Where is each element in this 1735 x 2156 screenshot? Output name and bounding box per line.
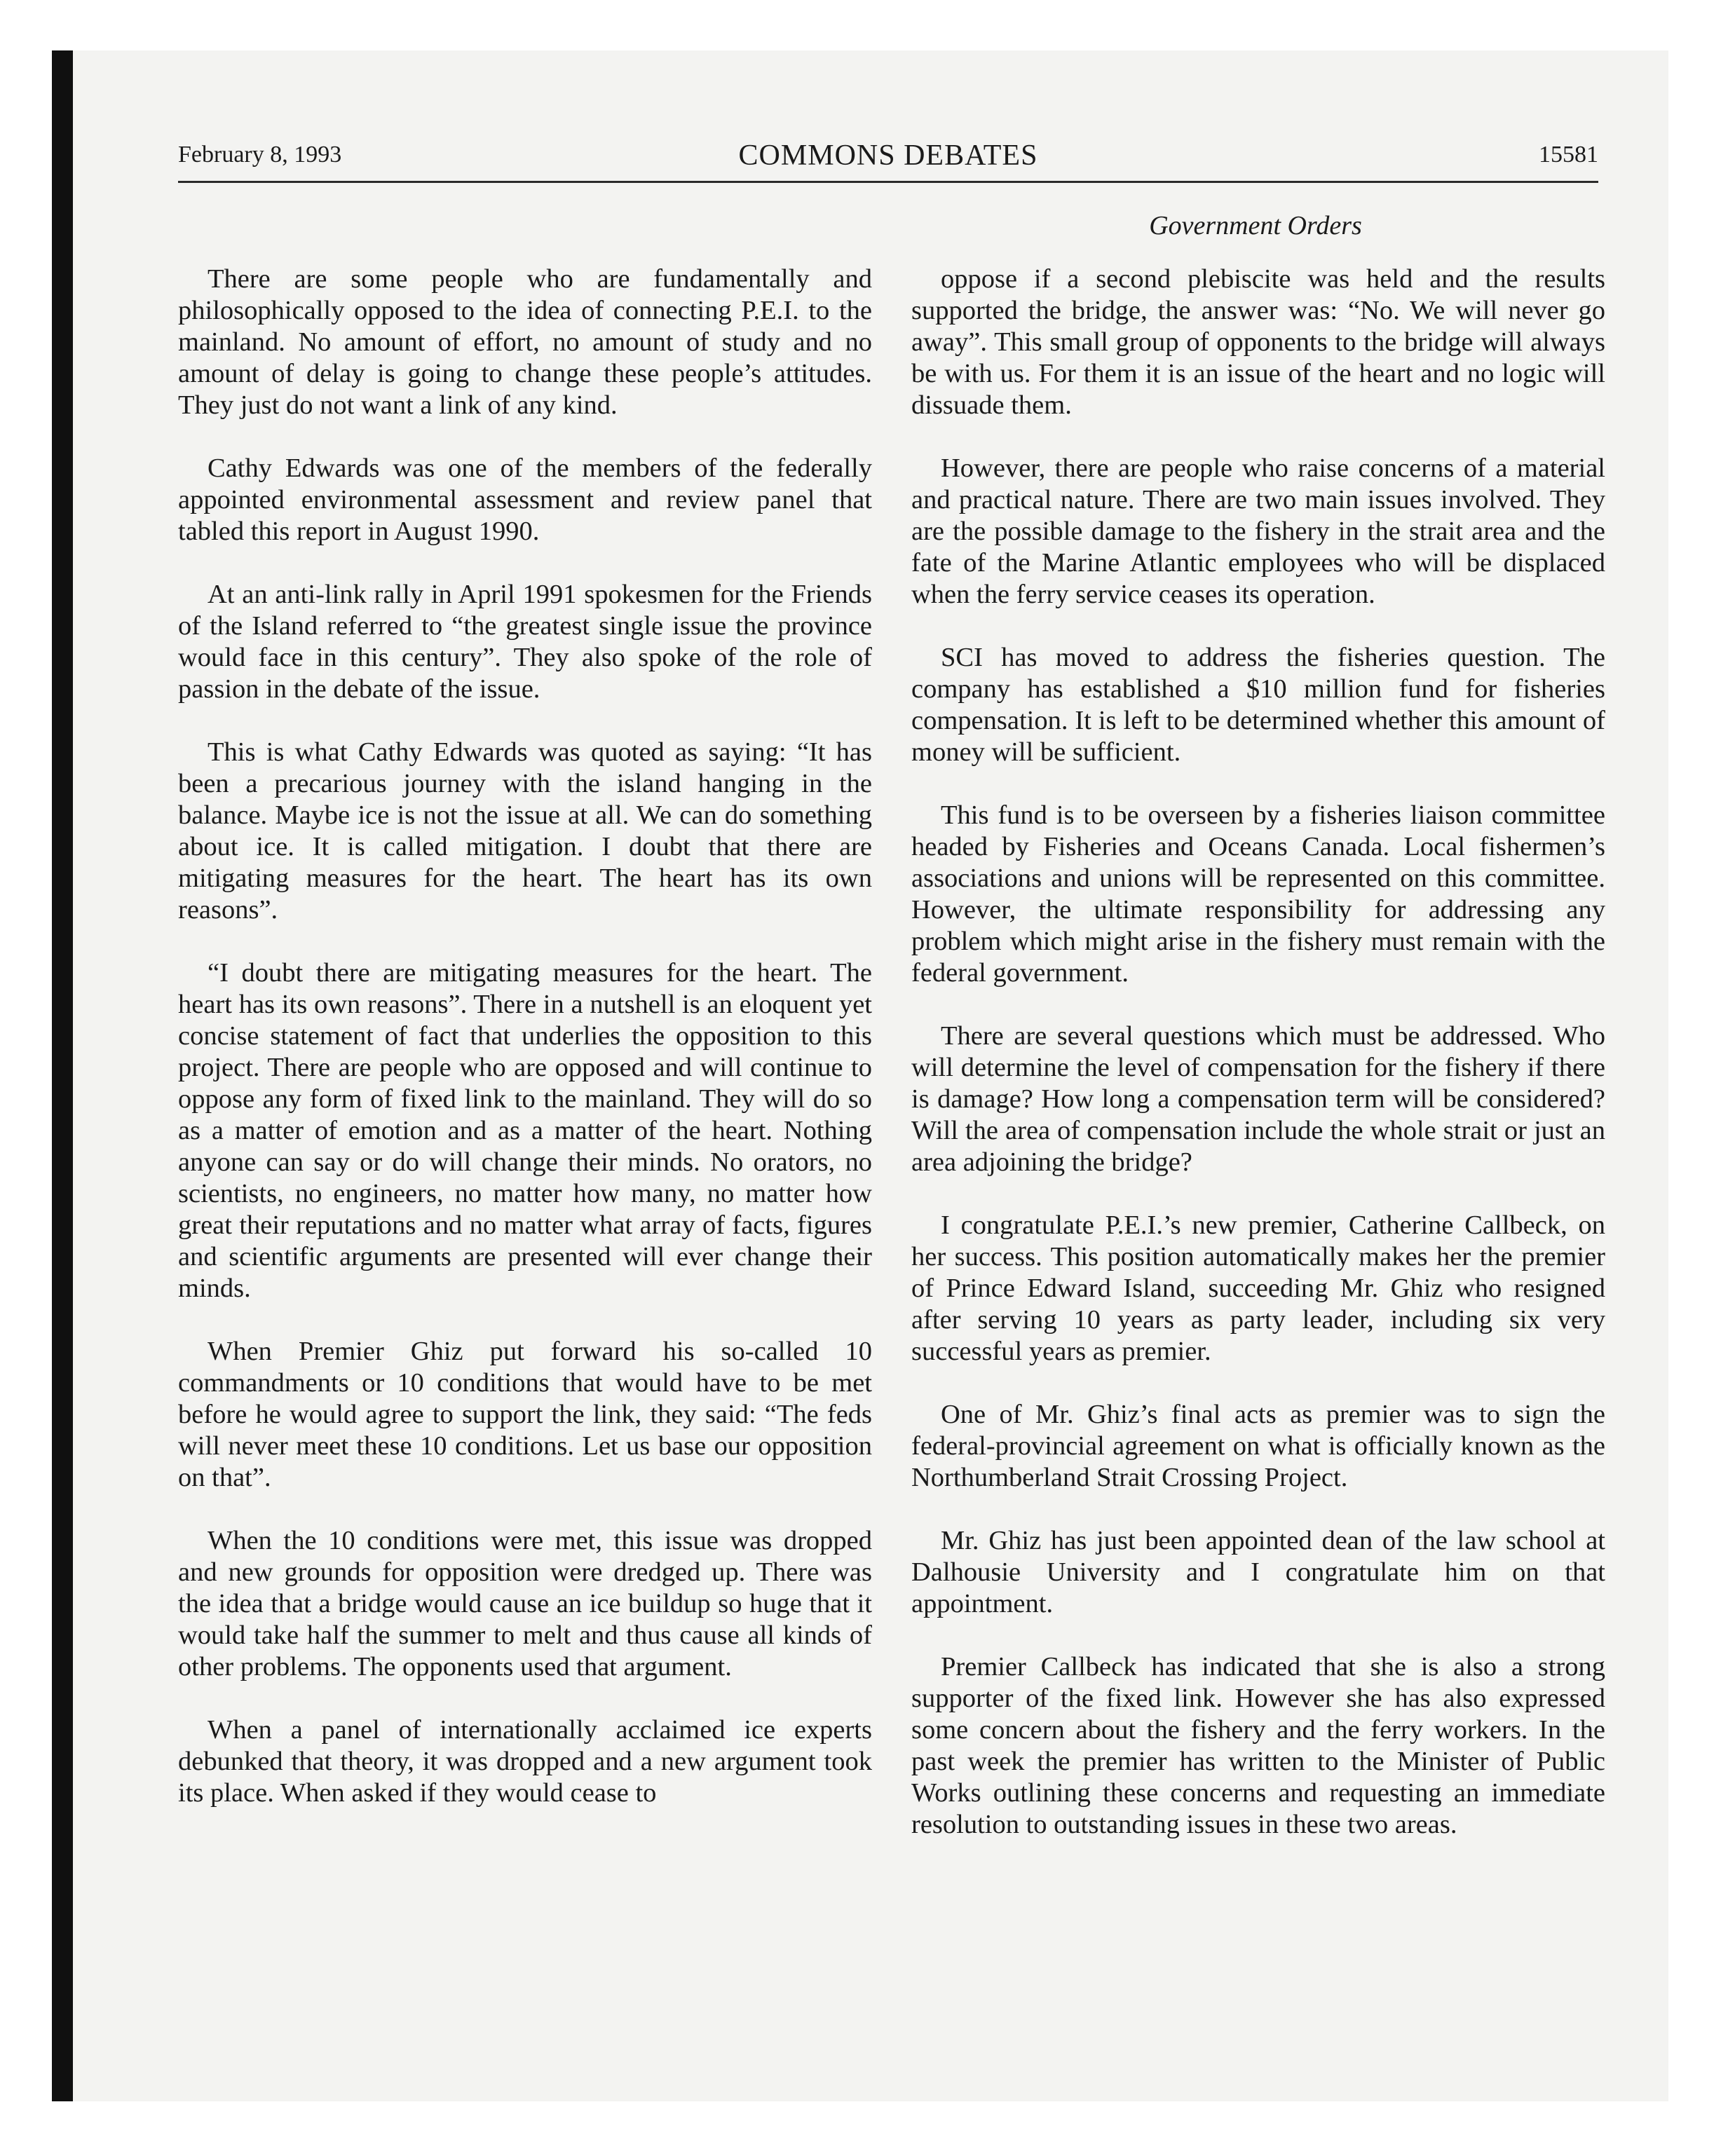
paragraph: SCI has moved to address the fisheries question. The company has established a $10 million fund for fisheries compensation. It is left to be determined whether this amount of money will be sufficient. (911, 643, 1605, 767)
paragraph: This is what Cathy Edwards was quoted as saying: “It has been a precarious journey with the island hanging in the balance. Maybe ice is not the issue at all. We can do something about ice. It is called mitigation. I doubt that there are mitigating measures for the heart. The heart has its own reasons”. (178, 737, 872, 925)
paragraph: One of Mr. Ghiz’s final acts as premier was to sign the federal-provincial agreement on what is officially known as the Northumberland Strait Crossing Project. (911, 1400, 1605, 1492)
paragraph: There are some people who are fundamentally and philosophically opposed to the idea of connecting P.E.I. to the mainland. No amount of effort, no amount of study and no amount of delay is going to change these people’s attitudes. They just do not want a link of any kind. (178, 264, 872, 420)
page-number: 15581 (1539, 142, 1598, 168)
left-column (178, 264, 872, 1841)
paragraph: At an anti-link rally in April 1991 spokesmen for the Friends of the Island referred to “the greatest single issue the province would face in this century”. They also spoke of the role of passion in the debate of the issue. (178, 580, 872, 704)
paragraph: oppose if a second plebiscite was held and the results supported the bridge, the answer was: “No. We will never go away”. This small group of opponents to the bridge will always be with us. For them it is an issue of the heart and no logic will dissuade them. (911, 264, 1605, 420)
header-date: February 8, 1993 (178, 142, 342, 168)
paragraph: “I doubt there are mitigating measures for the heart. The heart has its own reasons”. There in a nutshell is an eloquent yet concise statement of fact that underlies the opposition to this project. There are people who are opposed and will continue to oppose any form of fixed link to the mainland. They will do so as a matter of emotion and as a matter of the heart. Nothing anyone can say or do will change their minds. No orators, no scientists, no engineers, no matter how many, no matter how great their reputations and no matter what array of facts, figures and scientific arguments are presented will ever change their minds. (178, 958, 872, 1303)
paragraph: However, there are people who raise concerns of a material and practical nature. There are two main issues involved. They are the possible damage to the fishery in the strait area and the fate of the Marine Atlantic employees who will be displaced when the ferry service ceases its operation. (911, 453, 1605, 609)
paragraph: When Premier Ghiz put forward his so-called 10 commandments or 10 conditions that would have to be met before he would agree to support the link, they said: “The feds will never meet these 10 conditions. Let us base our opposition on that”. (178, 1337, 872, 1492)
header-title: COMMONS DEBATES (738, 139, 1038, 172)
paragraph: When a panel of internationally acclaimed ice experts debunked that theory, it was dropped and a new argument took its place. When asked if they would cease to (178, 1715, 872, 1808)
right-column (911, 264, 1605, 1872)
paragraph: Mr. Ghiz has just been appointed dean of the law school at Dalhousie University and I congratulate him on that appointment. (911, 1526, 1605, 1618)
section-label: Government Orders (1149, 211, 1362, 240)
running-header (178, 139, 1598, 183)
paragraph: This fund is to be overseen by a fisheries liaison committee headed by Fisheries and Oceans Canada. Local fishermen’s associations and unions will be represented on this committee. However, the ultimate responsibility for addressing any problem which might arise in the fishery must remain with the federal government. (911, 800, 1605, 988)
paragraph: Premier Callbeck has indicated that she is also a strong supporter of the fixed link. However she has also expressed some concern about the fishery and the ferry workers. In the past week the premier has written to the Minister of Public Works outlining these concerns and requesting an immediate resolution to outstanding issues in these two areas. (911, 1652, 1605, 1839)
scan-binding-edge (52, 50, 73, 2101)
paragraph: When the 10 conditions were met, this issue was dropped and new grounds for opposition were dredged up. There was the idea that a bridge would cause an ice buildup so huge that it would take half the summer to melt and thus cause all kinds of other problems. The opponents used that argument. (178, 1526, 872, 1681)
paragraph: There are several questions which must be addressed. Who will determine the level of compensation for the fishery if there is damage? How long a compensation term will be considered? Will the area of compensation include the whole strait or just an area adjoining the bridge? (911, 1021, 1605, 1177)
paragraph: I congratulate P.E.I.’s new premier, Catherine Callbeck, on her success. This position automatically makes her the premier of Prince Edward Island, succeeding Mr. Ghiz who resigned after serving 10 years as party leader, including six very successful years as premier. (911, 1210, 1605, 1366)
paragraph: Cathy Edwards was one of the members of the federally appointed environmental assessment and review panel that tabled this report in August 1990. (178, 453, 872, 546)
